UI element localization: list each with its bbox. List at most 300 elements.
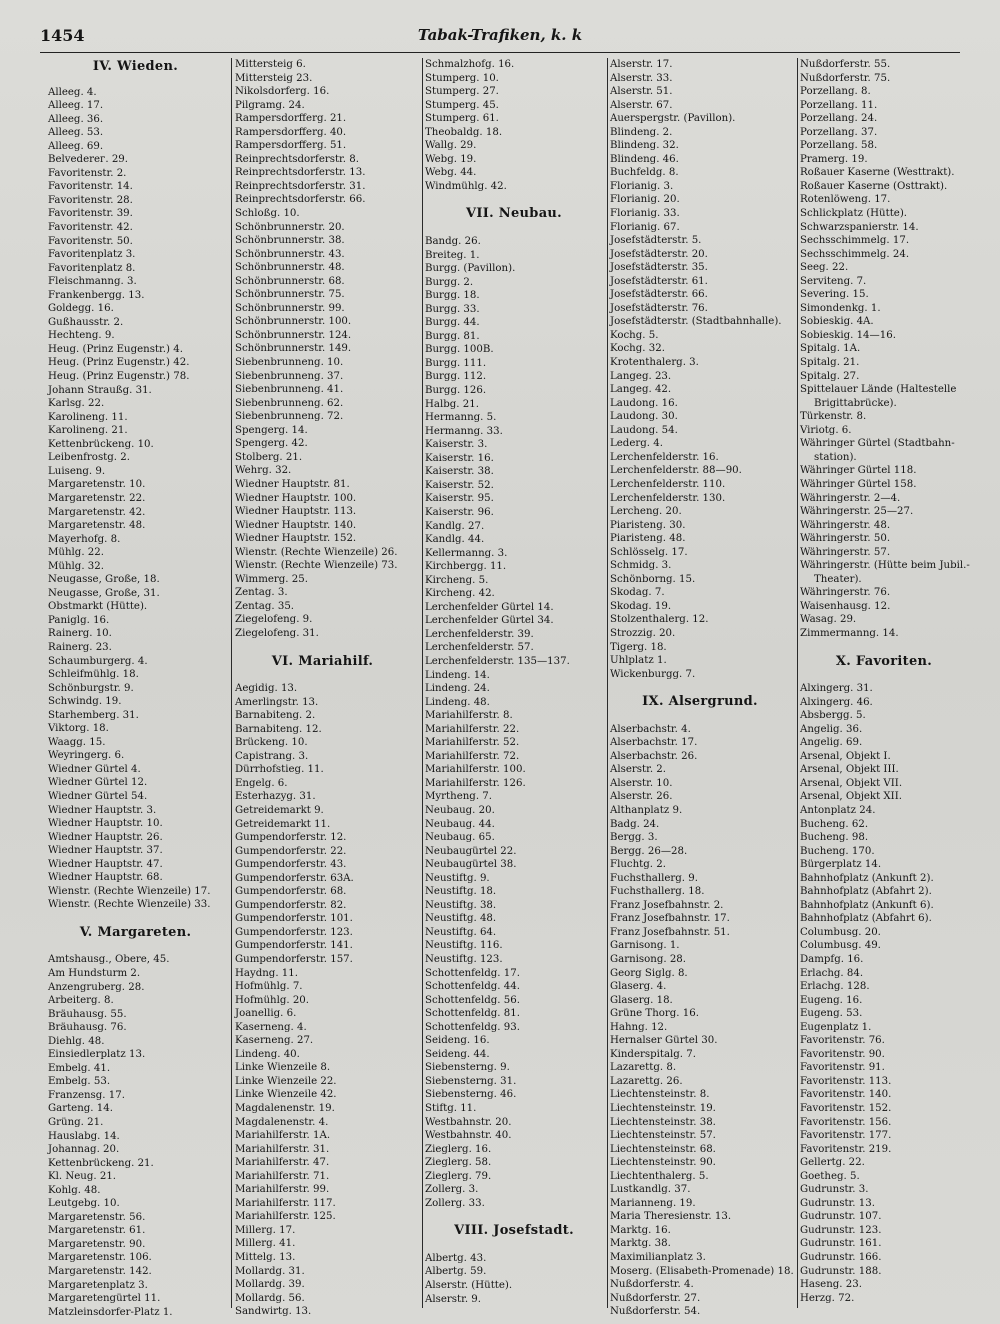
column-3 [425, 58, 603, 1308]
address-entry: Schottenfeldg. 93. [425, 1021, 520, 1033]
address-entry: Roßauer Kaserne (Westtrakt). [800, 167, 955, 179]
address-entry: Spitalg. 27. [800, 370, 860, 382]
address-entry: Auerspergstr. (Pavillon). [610, 113, 736, 125]
address-entry: Wienstr. (Rechte Wienzeile) 17. [48, 885, 211, 897]
address-entry: Lerchenfelder Gürtel 34. [425, 615, 554, 627]
address-entry: Goldegg. 16. [48, 303, 114, 315]
address-entry: Absbergg. 5. [800, 710, 866, 722]
address-entry: Schönbrunnerstr. 99. [235, 302, 345, 314]
address-entry: Hernalser Gürtel 30. [610, 1035, 718, 1047]
address-entry: Eugenplatz 1. [800, 1021, 872, 1033]
address-entry: Schönbrunnerstr. 48. [235, 262, 345, 274]
column-rule [797, 58, 798, 1308]
address-entry: Am Hundsturm 2. [48, 968, 141, 979]
address-entry: Josefstädterstr. 76. [610, 302, 708, 314]
address-entry: Brückeng. 10. [235, 737, 308, 749]
address-entry: Westbahnstr. 40. [425, 1130, 512, 1142]
address-entry: Wickenburgg. 7. [610, 668, 696, 680]
address-entry: Neustiftg. 48. [425, 913, 497, 925]
address-entry: Schloßg. 10. [235, 208, 300, 220]
address-entry: Schönbrunnerstr. 20. [235, 221, 345, 233]
address-entry: Alleeg. 36. [48, 113, 104, 125]
address-entry: Favoritenstr. 156. [800, 1116, 892, 1128]
address-entry: Langeg. 23. [610, 370, 672, 382]
address-entry: Josefstädterstr. 20. [610, 248, 708, 260]
address-entry: Arbeiterg. 8. [48, 995, 114, 1007]
address-entry: Wiedner Gürtel 54. [48, 790, 148, 802]
address-entry: Hofmühlg. 7. [235, 981, 303, 993]
column-1 [48, 58, 223, 1318]
address-entry: Webg. 19. [425, 153, 477, 165]
address-entry: Siebenbrunneng. 37. [235, 370, 344, 382]
address-entry: Spitalg. 1A. [800, 343, 861, 355]
address-entry: Maria Theresienstr. 13. [610, 1211, 732, 1223]
address-entry: Nußdorferstr. 4. [610, 1279, 694, 1291]
address-entry: Lerchenfelderstr. 130. [610, 492, 726, 504]
address-entry: Maximilianplatz 3. [610, 1252, 706, 1264]
address-entry: Magdalenenstr. 4. [235, 1116, 329, 1128]
address-entry: Favoritenplatz 3. [48, 249, 136, 261]
address-entry: Bahnhofplatz (Ankunft 2). [800, 872, 934, 884]
district-heading: IV. Wieden. [92, 59, 179, 74]
address-entry: Viktorg. 18. [48, 723, 109, 735]
page-header [40, 24, 960, 53]
address-entry: Florianig. 67. [610, 221, 680, 233]
address-entry: Alxingerg. 46. [800, 696, 873, 708]
address-entry: Grüne Thorg. 16. [610, 1008, 699, 1020]
address-entry: Franz Josefbahnstr. 17. [610, 913, 730, 925]
address-entry: Burgg. 126. [425, 385, 487, 397]
address-entry: Franz Josefbahnstr. 2. [610, 899, 724, 911]
address-entry: Kandlg. 27. [425, 520, 485, 532]
address-entry: Burgg. 44. [425, 317, 480, 329]
address-entry: Kaiserstr. 96. [425, 506, 494, 518]
address-entry: Waisenhausg. 12. [800, 600, 891, 612]
address-entry: Marktg. 16. [610, 1224, 671, 1236]
address-entry: Bahnhofplatz (Ankunft 6). [800, 899, 934, 911]
address-entry: Strozzig. 20. [610, 627, 676, 639]
address-entry: Gudrunstr. 161. [800, 1238, 882, 1250]
address-entry: Viriotg. 6. [800, 424, 852, 436]
address-entry: Lazarettg. 26. [610, 1075, 683, 1087]
address-entry: Siebenbrunneng. 10. [235, 357, 344, 369]
address-entry: Reinprechtsdorferstr. 31. [235, 180, 366, 192]
address-entry: station). [814, 451, 857, 463]
address-entry: Liechtensteinstr. 68. [610, 1143, 716, 1155]
address-entry: Schottenfeldg. 44. [425, 981, 520, 993]
address-entry: Gumpendorferstr. 101. [235, 913, 353, 925]
address-entry: Angelig. 69. [800, 737, 863, 749]
address-entry: Kaiserstr. 52. [425, 479, 494, 491]
address-entry: Mittelg. 13. [235, 1252, 296, 1264]
address-entry: Bucheng. 98. [800, 832, 869, 844]
address-entry: Glaserg. 4. [610, 981, 667, 993]
address-entry: Marktg. 38. [610, 1238, 671, 1250]
address-entry: Erlachg. 84. [800, 967, 864, 979]
address-entry: Grüng. 21. [48, 1117, 104, 1129]
address-entry: Bergg. 26—28. [610, 845, 688, 857]
address-entry: Neugasse, Große, 18. [48, 574, 160, 586]
address-entry: Schottenfeldg. 17. [425, 967, 520, 979]
address-entry: Neugasse, Große, 31. [48, 587, 160, 599]
address-entry: Alserbachstr. 17. [610, 737, 698, 749]
address-entry: Siebensterng. 31. [425, 1075, 517, 1087]
address-entry: Mariahilferstr. 52. [425, 737, 520, 749]
district-heading: VI. Mariahilf. [271, 653, 374, 669]
address-entry: Mühlg. 32. [48, 560, 105, 572]
address-entry: Piaristeng. 48. [610, 533, 686, 545]
address-entry: Schönbrunnerstr. 38. [235, 235, 345, 247]
address-entry: Waagg. 15. [48, 736, 106, 748]
address-entry: Wallg. 29. [425, 140, 477, 152]
address-entry: Glaserg. 18. [610, 994, 673, 1006]
address-entry: Skodag. 7. [610, 587, 665, 599]
address-entry: Favoritenstr. 152. [800, 1103, 892, 1115]
address-entry: Schönbrunnerstr. 43. [235, 248, 345, 260]
address-entry: Barnabiteng. 2. [235, 710, 316, 722]
address-entry: Siebenbrunneng. 41. [235, 384, 344, 396]
address-entry: Lederg. 4. [610, 438, 663, 450]
address-entry: Lerchenfelderstr. 88—90. [610, 465, 742, 477]
address-entry: Haseng. 23. [800, 1279, 862, 1291]
address-entry: Lerchenfelderstr. 57. [425, 642, 534, 654]
page-number: 1454 [40, 26, 85, 45]
address-entry: Wiedner Hauptstr. 68. [48, 872, 163, 884]
address-entry: Spittelauer Lände (Haltestelle [800, 384, 957, 396]
address-entry: Gumpendorferstr. 43. [235, 859, 347, 871]
address-entry: Buchfeldg. 8. [610, 167, 679, 179]
address-entry: Alserstr. 17. [610, 59, 673, 70]
address-entry: Schwindg. 19. [48, 696, 122, 708]
address-entry: Liechtenthalerg. 5. [610, 1170, 709, 1182]
address-entry: Schönbrunnerstr. 68. [235, 275, 345, 287]
address-entry: Favoritenstr. 91. [800, 1062, 885, 1074]
address-entry: Bucheng. 170. [800, 845, 875, 857]
address-entry: Gudrunstr. 188. [800, 1265, 882, 1277]
address-entry: Karolineng. 21. [48, 425, 128, 437]
address-entry: Tigerg. 18. [610, 641, 667, 653]
address-entry: Lercheng. 20. [610, 506, 682, 518]
address-entry: Frankenbergg. 13. [48, 289, 145, 301]
address-entry: Burgg. 33. [425, 303, 480, 315]
address-entry: Favoritenstr. 90. [800, 1048, 885, 1060]
address-entry: Favoritenstr. 2. [48, 167, 127, 179]
address-entry: Gellertg. 22. [800, 1157, 865, 1169]
address-entry: Kaiserstr. 95. [425, 493, 494, 505]
address-entry: Lerchenfelderstr. 110. [610, 478, 726, 490]
address-entry: Währingerstr. 2—4. [800, 492, 901, 504]
address-entry: Porzellang. 11. [800, 99, 878, 111]
address-entry: Währingerstr. (Hütte beim Jubil.- [800, 560, 970, 572]
address-entry: Liechtensteinstr. 8. [610, 1089, 710, 1101]
address-entry: Wiedner Hauptstr. 37. [48, 845, 163, 857]
address-entry: Reinprechtsdorferstr. 13. [235, 167, 366, 179]
column-4 [610, 58, 794, 1318]
address-entry: Burgg. 112. [425, 371, 487, 383]
address-entry: Westbahnstr. 20. [425, 1116, 512, 1128]
address-entry: Sechsschimmelg. 17. [800, 235, 910, 247]
address-entry: Dampfg. 16. [800, 954, 864, 965]
address-entry: Magdalenenstr. 19. [235, 1103, 335, 1115]
address-entry: Gudrunstr. 166. [800, 1252, 882, 1264]
address-entry: Zieglerg. 16. [425, 1143, 492, 1155]
address-entry: Schwarzspanierstr. 14. [800, 221, 919, 233]
address-entry: Amtshausg., Obere, 45. [48, 954, 170, 966]
address-entry: Franzensg. 17. [48, 1089, 125, 1101]
address-entry: Capistrang. 3. [235, 750, 309, 762]
address-entry: Spengerg. 14. [235, 424, 308, 436]
address-entry: Krotenthalerg. 3. [610, 357, 699, 369]
address-entry: Florianig. 33. [610, 208, 680, 220]
address-entry: Millerg. 17. [235, 1224, 296, 1236]
address-entry: Margaretengürtel 11. [48, 1293, 161, 1305]
address-entry: Schönborng. 15. [610, 573, 696, 585]
address-entry: Columbusg. 20. [800, 926, 881, 938]
address-entry: Fuchsthallerg. 18. [610, 886, 705, 898]
address-entry: Liechtensteinstr. 38. [610, 1116, 716, 1128]
address-entry: Mariahilferstr. 1A. [235, 1130, 331, 1142]
address-entry: Lindeng. 14. [425, 669, 490, 681]
address-entry: Gumpendorferstr. 123. [235, 926, 353, 938]
address-entry: Lazarettg. 8. [610, 1062, 677, 1074]
address-entry: Roßauer Kaserne (Osttrakt). [800, 180, 948, 192]
address-entry: Favoritenstr. 42. [48, 222, 133, 234]
address-entry: Kirchbergg. 11. [425, 561, 507, 573]
address-entry: Porzellang. 24. [800, 113, 878, 125]
address-entry: Wienstr. (Rechte Wienzeile) 73. [235, 560, 398, 572]
address-entry: Margaretenstr. 48. [48, 520, 146, 532]
address-entry: Mollardg. 39. [235, 1279, 305, 1291]
address-entry: Arsenal, Objekt VII. [800, 777, 903, 789]
address-entry: Währingerstr. 76. [800, 587, 891, 599]
district-heading: VII. Neubau. [466, 206, 562, 222]
address-entry: Burgg. 2. [425, 276, 474, 288]
address-entry: Rampersdorfferg. 21. [235, 113, 347, 125]
address-entry: Mariahilferstr. 22. [425, 723, 520, 735]
address-entry: Schmalzhofg. 16. [425, 59, 515, 70]
address-entry: Favoritenstr. 219. [800, 1143, 892, 1155]
address-entry: Weyringerg. 6. [48, 750, 125, 762]
address-entry: Burgg. (Pavillon). [425, 263, 516, 275]
address-entry: Burgg. 18. [425, 290, 480, 302]
address-entry: Lerchenfelderstr. 135—137. [425, 655, 570, 667]
address-entry: Mühlg. 22. [48, 547, 105, 559]
address-entry: Haydng. 11. [235, 967, 298, 979]
address-entry: Uhlplatz 1. [610, 655, 667, 667]
address-entry: Gumpendorferstr. 157. [235, 954, 353, 965]
address-entry: Zieglerg. 79. [425, 1170, 492, 1182]
address-entry: Obstmarkt (Hütte). [48, 601, 148, 613]
address-entry: Getreidemarkt 9. [235, 804, 324, 816]
address-entry: Simondenkg. 1. [800, 302, 881, 314]
address-entry: Leutgebg. 10. [48, 1198, 120, 1210]
address-entry: Neubaug. 44. [425, 818, 495, 830]
address-entry: Siebensterng. 9. [425, 1062, 510, 1074]
address-entry: Gumpendorferstr. 82. [235, 899, 347, 911]
address-entry: Mariahilferstr. 99. [235, 1184, 330, 1196]
column-rule [607, 58, 608, 1308]
address-entry: Favoritenplatz 8. [48, 262, 136, 274]
address-entry: Kaiserstr. 16. [425, 452, 494, 464]
address-entry: Johannag. 20. [48, 1144, 120, 1156]
address-entry: Myrtheng. 7. [425, 791, 493, 803]
address-entry: Nußdorferstr. 55. [800, 59, 891, 70]
address-entry: Margaretenstr. 90. [48, 1238, 146, 1250]
address-entry: Hauslabg. 14. [48, 1130, 120, 1142]
address-entry: Zimmermanng. 14. [800, 627, 899, 639]
address-entry: Florianig. 20. [610, 194, 680, 206]
address-entry: Linke Wienzeile 8. [235, 1062, 331, 1074]
address-entry: Kircheng. 42. [425, 588, 495, 600]
address-entry: Alleeg. 17. [48, 100, 104, 112]
address-entry: Währinger Gürtel (Stadtbahn- [800, 438, 955, 450]
address-entry: Siebenbrunneng. 62. [235, 397, 344, 409]
address-entry: Josefstädterstr. 5. [610, 235, 702, 247]
address-entry: Skodag. 19. [610, 600, 672, 612]
address-entry: Wehrg. 32. [235, 465, 292, 477]
address-entry: Kaiserstr. 3. [425, 439, 488, 451]
address-entry: Schlösselg. 17. [610, 546, 688, 558]
address-entry: Reinprechtsdorferstr. 66. [235, 194, 366, 206]
address-entry: Bucheng. 62. [800, 818, 869, 830]
address-entry: Alserstr. 10. [610, 777, 673, 789]
address-entry: Eugeng. 53. [800, 1008, 863, 1020]
running-head: Tabak-Trafiken, k. k [417, 26, 583, 44]
address-entry: Stumperg. 45. [425, 99, 499, 111]
address-entry: Wiedner Gürtel 4. [48, 763, 141, 775]
address-entry: Margaretenstr. 61. [48, 1225, 146, 1237]
address-entry: Lindeng. 48. [425, 696, 490, 708]
address-entry: Alserstr. 9. [425, 1293, 482, 1305]
address-entry: Schottenfeldg. 81. [425, 1008, 520, 1020]
address-entry: Bräuhausg. 55. [48, 1008, 127, 1020]
address-entry: Sobieskig. 4A. [800, 316, 874, 328]
address-entry: Wiedner Hauptstr. 100. [235, 492, 357, 504]
address-entry: Margaretenstr. 42. [48, 506, 146, 518]
column-5 [800, 58, 968, 1308]
address-entry: Arsenal, Objekt III. [800, 764, 899, 776]
address-entry: Alserstr. 51. [610, 86, 673, 98]
address-entry: Neustiftg. 38. [425, 899, 497, 911]
address-entry: Favoritenstr. 50. [48, 235, 133, 247]
address-entry: Alserstr. 2. [610, 764, 667, 776]
address-entry: Rainerg. 10. [48, 628, 112, 640]
address-entry: Mariahilferstr. 31. [235, 1143, 330, 1155]
address-entry: Wiedner Hauptstr. 140. [235, 519, 357, 531]
address-entry: Zollerg. 3. [425, 1184, 479, 1196]
address-entry: Liechtensteinstr. 19. [610, 1103, 716, 1115]
address-entry: Josefstädterstr. 61. [610, 275, 708, 287]
address-entry: Fluchtg. 2. [610, 859, 666, 871]
column-rule [231, 58, 232, 1308]
address-entry: Columbusg. 49. [800, 940, 881, 952]
address-entry: Althanplatz 9. [610, 804, 683, 816]
address-entry: Mariahilferstr. 117. [235, 1197, 336, 1209]
address-entry: Währingerstr. 50. [800, 533, 891, 545]
address-entry: Alserstr. 26. [610, 791, 673, 803]
address-entry: Gumpendorferstr. 68. [235, 886, 347, 898]
column-rule [422, 58, 423, 1308]
address-entry: Joanellig. 6. [235, 1008, 297, 1020]
district-heading: IX. Alsergrund. [642, 694, 758, 710]
address-entry: Kandlg. 44. [425, 534, 485, 546]
address-entry: Windmühlg. 42. [425, 180, 507, 192]
address-entry: Kochg. 32. [610, 343, 665, 355]
address-entry: Pilgramg. 24. [235, 99, 305, 111]
address-entry: Franz Josefbahnstr. 51. [610, 926, 730, 938]
address-entry: Stumperg. 61. [425, 113, 499, 125]
address-entry: Alserstr. 67. [610, 99, 673, 111]
address-entry: Zentag. 35. [235, 600, 295, 612]
address-entry: Schottenfeldg. 56. [425, 994, 520, 1006]
address-entry: Lerchenfelder Gürtel 14. [425, 601, 554, 613]
address-entry: Siebensterng. 46. [425, 1089, 517, 1101]
address-entry: Stumperg. 27. [425, 86, 499, 98]
address-entry: Mariahilferstr. 125. [235, 1211, 336, 1223]
address-entry: Luiseng. 9. [48, 465, 106, 477]
address-entry: Paniglg. 16. [48, 614, 110, 626]
address-entry: Wienstr. (Rechte Wienzeile) 33. [48, 899, 211, 911]
address-entry: Diehlg. 48. [48, 1035, 105, 1047]
address-entry: Bahnhofplatz (Abfahrt 6). [800, 913, 932, 925]
address-entry: Favoritenstr. 177. [800, 1130, 892, 1142]
address-entry: Wienstr. (Rechte Wienzeile) 26. [235, 546, 398, 558]
address-entry: Nußdorferstr. 75. [800, 72, 891, 84]
address-entry: Millerg. 41. [235, 1238, 296, 1250]
address-entry: Rainerg. 23. [48, 641, 112, 653]
address-entry: Antonplatz 24. [800, 804, 876, 816]
address-entry: Reinprechtsdorferstr. 8. [235, 153, 359, 165]
address-entry: Mariahilferstr. 100. [425, 764, 526, 776]
address-entry: Schlickplatz (Hütte). [800, 208, 908, 220]
address-entry: Heug. (Prinz Eugenstr.) 78. [48, 371, 190, 383]
address-entry: Blindeng. 2. [610, 126, 673, 138]
address-entry: Burgg. 111. [425, 357, 487, 369]
address-entry: Gumpendorferstr. 22. [235, 845, 347, 857]
address-entry: Neustiftg. 18. [425, 886, 497, 898]
address-entry: Porzellang. 58. [800, 140, 878, 152]
address-entry: Alserbachstr. 26. [610, 750, 698, 762]
address-entry: Josefstädterstr. (Stadtbahnhalle). [610, 316, 782, 328]
address-entry: Moserg. (Elisabeth-Promenade) 18. [610, 1265, 794, 1277]
address-entry: Gußhausstr. 2. [48, 316, 124, 328]
address-entry: Kettenbrückeng. 21. [48, 1157, 154, 1169]
district-heading: X. Favoriten. [835, 653, 933, 669]
address-entry: Matzleinsdorfer-Platz 1. [48, 1306, 173, 1318]
address-entry: Schönbrunnerstr. 100. [235, 316, 352, 328]
address-entry: Karlsg. 22. [48, 398, 105, 410]
address-entry: Bergg. 3. [610, 832, 658, 844]
address-entry: Schönbrunnerstr. 75. [235, 289, 345, 301]
address-entry: Favoritenstr. 39. [48, 208, 133, 220]
address-entry: Bandg. 26. [425, 236, 481, 248]
address-entry: Kl. Neug. 21. [48, 1171, 117, 1183]
address-entry: Mariahilferstr. 126. [425, 777, 526, 789]
address-entry: Stumperg. 10. [425, 72, 499, 84]
address-entry: Margaretenstr. 106. [48, 1252, 152, 1264]
address-entry: Liechtensteinstr. 57. [610, 1130, 716, 1142]
address-entry: Erlachg. 128. [800, 981, 870, 993]
address-entry: Karolineng. 11. [48, 411, 128, 423]
address-entry: Linke Wienzeile 22. [235, 1075, 337, 1087]
address-entry: Kochg. 5. [610, 329, 659, 341]
address-entry: Neubaug. 65. [425, 832, 495, 844]
address-entry: Währingerstr. 57. [800, 546, 891, 558]
address-entry: Neustiftg. 123. [425, 954, 503, 965]
address-entry: Gumpendorferstr. 63A. [235, 872, 354, 884]
address-entry: Fuchsthallerg. 9. [610, 872, 698, 884]
address-entry: Heug. (Prinz Eugenstr.) 4. [48, 343, 183, 355]
